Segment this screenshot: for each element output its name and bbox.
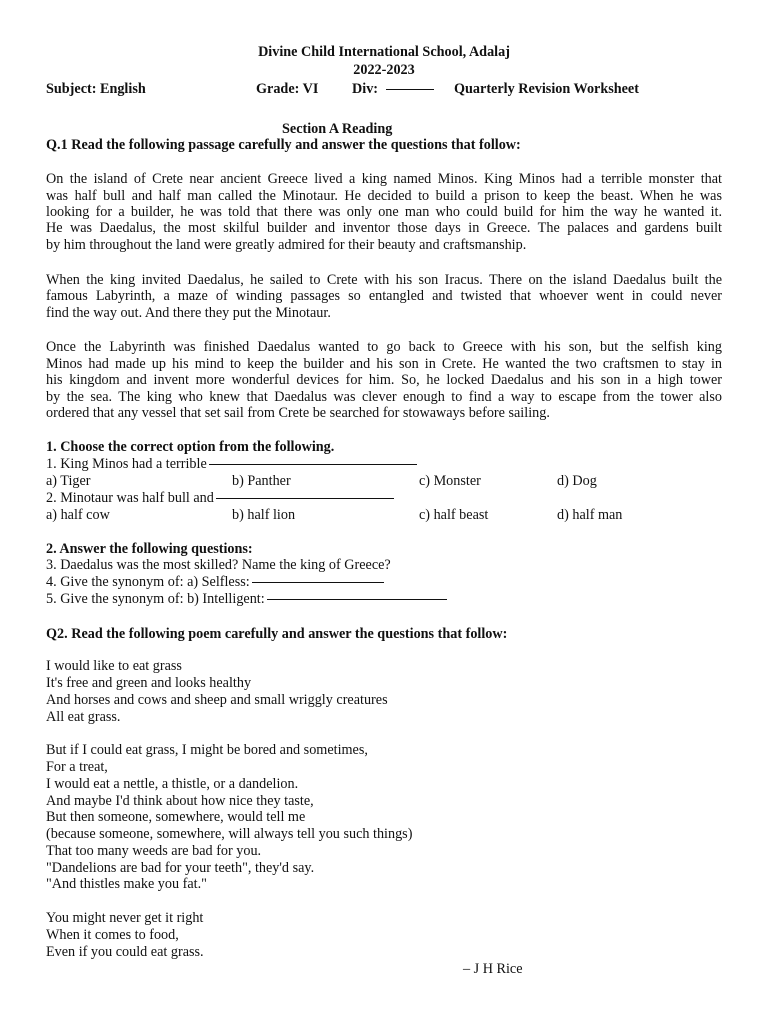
mcq-option[interactable]: c) Monster (419, 473, 481, 489)
passage-line: Minos had made up his mind to keep the builder and his son in Crete. He wanted the two craftsmen to stay in (46, 356, 722, 372)
mcq-option[interactable]: a) half cow (46, 507, 110, 523)
mcq-heading: 1. Choose the correct option from the following. (46, 439, 335, 455)
mcq-option[interactable]: c) half beast (419, 507, 489, 523)
passage-line: his kingdom and invent more wonderful devices for him. So, he locked Daedalus and his son in a high tower (46, 372, 722, 388)
answer-question: 4. Give the synonym of: a) Selfless: (46, 574, 384, 590)
poem-line: You might never get it right (46, 910, 204, 926)
poem-line: Even if you could eat grass. (46, 944, 204, 960)
mcq-option[interactable]: b) half lion (232, 507, 296, 523)
answer-heading: 2. Answer the following questions: (46, 541, 253, 557)
grade-label: Grade: VI (256, 81, 319, 97)
passage-line: by the sea. The king who knew that Daedalus was clever enough to find a way to escape from the tower also (46, 389, 722, 405)
passage-line: He was Daedalus, the most skilful builder and inventor those days in Greece. The palaces and gardens built (46, 220, 722, 236)
passage-line: was half bull and half man called the Minotaur. He decided to build a prison to keep the beast. When he was (46, 188, 722, 204)
poem-line: But then someone, somewhere, would tell me (46, 809, 306, 825)
mcq-option[interactable]: d) half man (557, 507, 623, 523)
poem-line: I would eat a nettle, a thistle, or a dandelion. (46, 776, 299, 792)
poem-line: And horses and cows and sheep and small wriggly creatures (46, 692, 388, 708)
poem-author: – J H Rice (463, 961, 523, 977)
div-blank (386, 89, 434, 90)
subject-label: Subject: English (46, 81, 146, 97)
poem-line: It's free and green and looks healthy (46, 675, 252, 691)
div-label: Div: (352, 81, 434, 97)
mcq-question: 1. King Minos had a terrible (46, 456, 417, 472)
answer-question: 5. Give the synonym of: b) Intelligent: (46, 591, 447, 607)
passage-line: famous Labyrinth, a maze of winding passages so entangled and twisted that whoever went in could never (46, 288, 722, 304)
passage-line: Once the Labyrinth was finished Daedalus wanted to go back to Greece with his son, but the selfish king (46, 339, 722, 355)
answer-blank[interactable] (216, 498, 394, 499)
answer-question: 3. Daedalus was the most skilled? Name the king of Greece? (46, 557, 391, 573)
q2-heading: Q2. Read the following poem carefully and answer the questions that follow: (46, 626, 508, 642)
poem-line: All eat grass. (46, 709, 121, 725)
poem-line: That too many weeds are bad for you. (46, 843, 262, 859)
poem-line: I would like to eat grass (46, 658, 182, 674)
passage-line: ordered that any vessel that set sail from Crete be searched for stowaways before sailing. (46, 405, 550, 421)
school-name: Divine Child International School, Adalaj (258, 44, 510, 60)
academic-year: 2022-2023 (353, 62, 415, 78)
poem-line: And maybe I'd think about how nice they taste, (46, 793, 314, 809)
poem-line: When it comes to food, (46, 927, 179, 943)
section-title: Section A Reading (282, 121, 393, 137)
passage-line: looking for a builder, he was told that there was only one man who could build for him the way he wanted it. (46, 204, 722, 220)
worksheet-title: Quarterly Revision Worksheet (454, 81, 639, 97)
answer-blank[interactable] (267, 599, 447, 600)
passage-line: On the island of Crete near ancient Greece lived a king named Minos. King Minos had a terrible monster that (46, 171, 722, 187)
passage-line: find the way out. And there they put the Minotaur. (46, 305, 331, 321)
poem-line: For a treat, (46, 759, 108, 775)
passage-line: When the king invited Daedalus, he sailed to Crete with his son Iracus. There on the island Daedalus built the (46, 272, 722, 288)
poem-line: But if I could eat grass, I might be bored and sometimes, (46, 742, 368, 758)
mcq-option[interactable]: b) Panther (232, 473, 291, 489)
poem-line: "And thistles make you fat." (46, 876, 207, 892)
mcq-option[interactable]: a) Tiger (46, 473, 91, 489)
poem-line: (because someone, somewhere, will always tell you such things) (46, 826, 413, 842)
passage-line: by him throughout the land were greatly admired for their beauty and craftsmanship. (46, 237, 527, 253)
answer-blank[interactable] (209, 464, 417, 465)
mcq-question: 2. Minotaur was half bull and (46, 490, 394, 506)
answer-blank[interactable] (252, 582, 384, 583)
q1-heading: Q.1 Read the following passage carefully and answer the questions that follow: (46, 137, 521, 153)
mcq-option[interactable]: d) Dog (557, 473, 597, 489)
poem-line: "Dandelions are bad for your teeth", they'd say. (46, 860, 315, 876)
